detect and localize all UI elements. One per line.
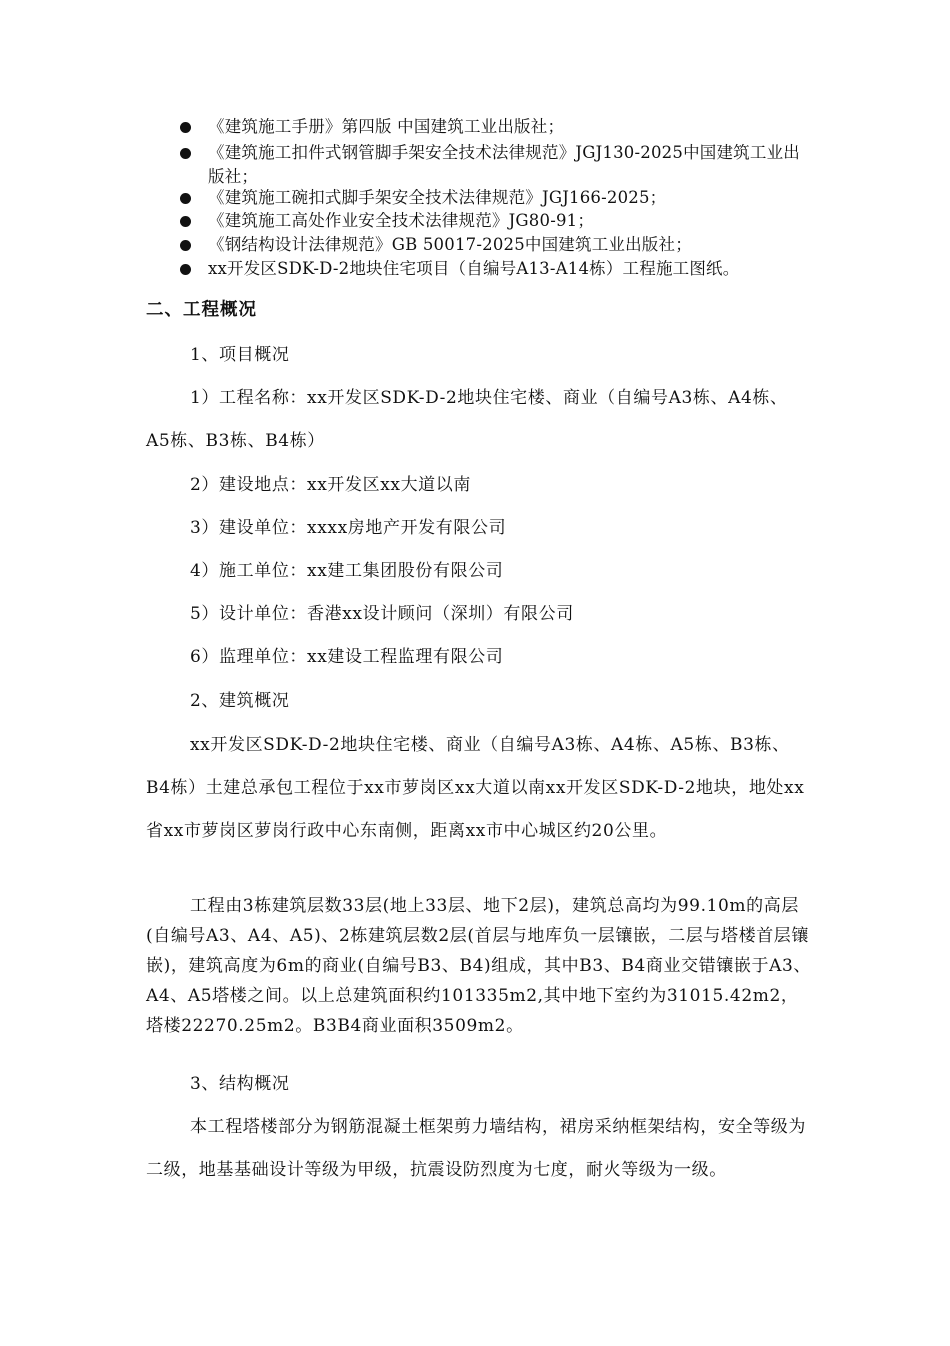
building-paragraph: xx开发区SDK-D-2地块住宅楼、商业（自编号A3栋、A4栋、A5栋、B3栋、B4栋）土建总承包工程位于xx市萝岗区xx大道以南xx开发区SDK-D-2地块，地处xx省xx市萝岗区萝岗行政中心东南侧，距离xx市中心城区约20公里。 xyxy=(146,735,805,841)
bullet-icon xyxy=(180,240,191,251)
project-item: 1）工程名称：xx开发区SDK-D-2地块住宅楼、商业（自编号A3栋、A4栋、A5栋、B3栋、B4栋） xyxy=(146,388,788,451)
reference-text: 《建筑施工碗扣式脚手架安全技术法律规范》JGJ166-2025； xyxy=(208,188,667,207)
bullet-icon xyxy=(180,264,191,275)
project-item: 6）监理单位：xx建设工程监理有限公司 xyxy=(190,647,504,667)
project-item: 2）建设地点：xx开发区xx大道以南 xyxy=(190,475,471,495)
project-item: 5）设计单位：香港xx设计顾问（深圳）有限公司 xyxy=(190,604,574,624)
bullet-icon xyxy=(180,216,191,227)
reference-text: 《钢结构设计法律规范》GB 50017-2025中国建筑工业出版社； xyxy=(208,235,692,254)
subheading-project: 1、项目概况 xyxy=(190,345,290,365)
bullet-icon xyxy=(180,148,191,159)
structure-paragraph: 本工程塔楼部分为钢筋混凝土框架剪力墙结构，裙房采纳框架结构，安全等级为二级，地基基础设计等级为甲级，抗震设防烈度为七度，耐火等级为一级。 xyxy=(146,1117,806,1180)
subheading-structure: 3、结构概况 xyxy=(190,1074,290,1094)
project-item: 3）建设单位：xxxx房地产开发有限公司 xyxy=(190,518,507,538)
bullet-icon xyxy=(180,193,191,204)
bullet-icon xyxy=(180,122,191,133)
building-paragraph-2: 工程由3栋建筑层数33层(地上33层、地下2层)，建筑总高均为99.10m的高层(自编号A3、A4、A5)、2栋建筑层数2层(首层与地库负一层镶嵌，二层与塔楼首层镶嵌)，建筑高度为6m的商业(自编号B3、B4)组成，其中B3、B4商业交错镶嵌于A3、A4、A5塔楼之间。以上总建筑面积约101335m2,其中地下室约为31015.42m2，塔楼22270.25m2。B3B4商业面积3509m2。 xyxy=(146,896,811,1036)
section-heading: 二、工程概况 xyxy=(146,300,257,320)
reference-text: 《建筑施工高处作业安全技术法律规范》JG80-91； xyxy=(208,211,595,230)
project-item: 4）施工单位：xx建工集团股份有限公司 xyxy=(190,561,504,581)
reference-text: 《建筑施工扣件式钢管脚手架安全技术法律规范》JGJ130-2025中国建筑工业出版社； xyxy=(208,143,800,186)
subheading-building: 2、建筑概况 xyxy=(190,691,290,711)
reference-text: 《建筑施工手册》第四版 中国建筑工业出版社； xyxy=(208,117,565,136)
reference-text: xx开发区SDK-D-2地块住宅项目（自编号A13-A14栋）工程施工图纸。 xyxy=(208,259,740,278)
